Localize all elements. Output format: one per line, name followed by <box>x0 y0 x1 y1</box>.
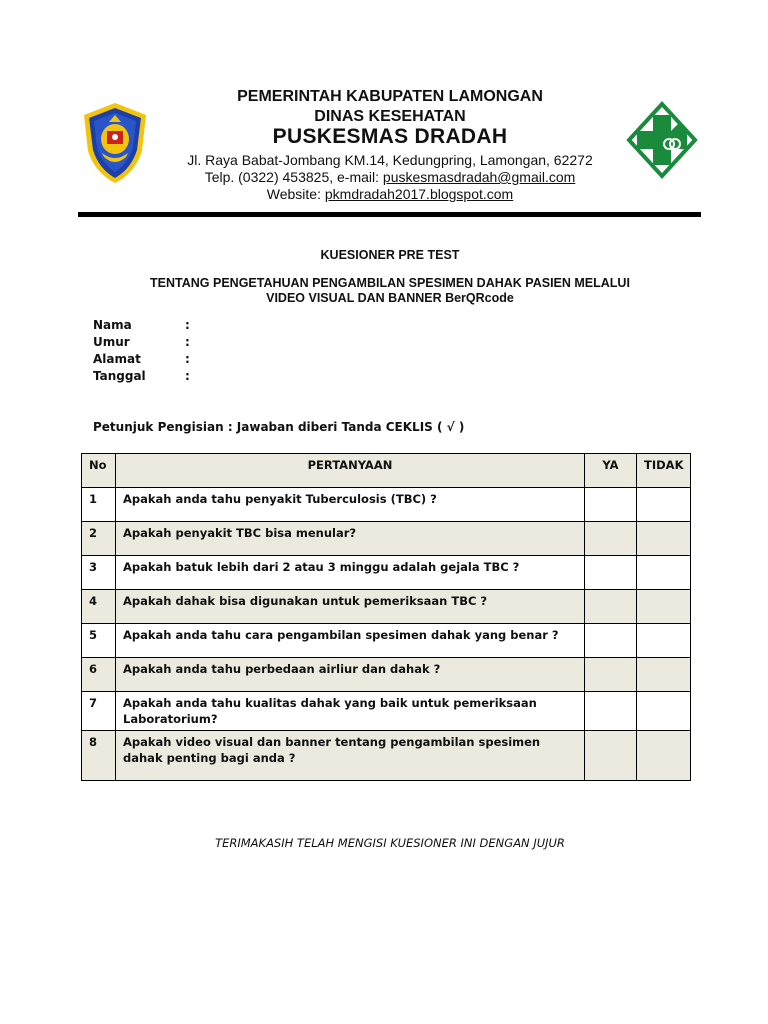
answer-tidak-cell[interactable] <box>637 488 691 522</box>
answer-ya-cell[interactable] <box>585 658 637 692</box>
row-question: Apakah batuk lebih dari 2 atau 3 minggu adalah gejala TBC ? <box>116 556 585 590</box>
header-tidak: TIDAK <box>637 454 691 488</box>
answer-ya-cell[interactable] <box>585 556 637 590</box>
field-colon: : <box>185 318 190 332</box>
filling-instruction: Petunjuk Pengisian : Jawaban diberi Tanda CEKLIS ( √ ) <box>93 420 465 434</box>
row-question: Apakah anda tahu perbedaan airliur dan dahak ? <box>116 658 585 692</box>
table-row <box>82 731 691 781</box>
header-ya: YA <box>585 454 637 488</box>
email-link[interactable]: puskesmasdradah@gmail.com <box>382 169 576 185</box>
letterhead-website <box>150 186 630 202</box>
row-question: Apakah dahak bisa digunakan untuk pemeriksaan TBC ? <box>116 590 585 624</box>
answer-ya-cell[interactable] <box>585 624 637 658</box>
row-number: 7 <box>82 692 116 731</box>
row-number: 6 <box>82 658 116 692</box>
field-tanggal[interactable] <box>93 369 190 383</box>
phone-text: Telp. (0322) 453825, e-mail: <box>204 169 383 185</box>
letterhead-government: PEMERINTAH KABUPATEN LAMONGAN <box>237 88 543 105</box>
puskesmas-logo <box>626 101 698 179</box>
row-question: Apakah anda tahu penyakit Tuberculosis (TBC) ? <box>116 488 585 522</box>
letterhead-department: DINAS KESEHATAN <box>314 108 466 125</box>
table-row <box>82 658 691 692</box>
field-colon: : <box>185 335 190 349</box>
answer-tidak-cell[interactable] <box>637 731 691 781</box>
header-no: No <box>82 454 116 488</box>
field-label: Alamat <box>93 352 141 366</box>
answer-tidak-cell[interactable] <box>637 692 691 731</box>
questionnaire-subtitle-line1: TENTANG PENGETAHUAN PENGAMBILAN SPESIMEN DAHAK PASIEN MELALUI <box>150 276 630 290</box>
field-label: Tanggal <box>93 369 146 383</box>
field-label: Nama <box>93 318 132 332</box>
table-row <box>82 692 691 731</box>
table-row <box>82 488 691 522</box>
answer-tidak-cell[interactable] <box>637 590 691 624</box>
answer-ya-cell[interactable] <box>585 522 637 556</box>
answer-ya-cell[interactable] <box>585 692 637 731</box>
letterhead-address: Jl. Raya Babat-Jombang KM.14, Kedungpring, Lamongan, 62272 <box>187 152 593 168</box>
answer-tidak-cell[interactable] <box>637 556 691 590</box>
table-row <box>82 522 691 556</box>
field-label: Umur <box>93 335 130 349</box>
letterhead-institution: PUSKESMAS DRADAH <box>272 125 508 148</box>
row-question: Apakah penyakit TBC bisa menular? <box>116 522 585 556</box>
row-number: 2 <box>82 522 116 556</box>
lamongan-crest-logo <box>80 101 150 185</box>
row-question: Apakah anda tahu cara pengambilan spesimen dahak yang benar ? <box>116 624 585 658</box>
answer-ya-cell[interactable] <box>585 590 637 624</box>
row-number: 4 <box>82 590 116 624</box>
field-alamat[interactable] <box>93 352 190 366</box>
answer-ya-cell[interactable] <box>585 731 637 781</box>
questionnaire-subtitle-line2: VIDEO VISUAL DAN BANNER BerQRcode <box>266 291 514 305</box>
row-number: 1 <box>82 488 116 522</box>
field-colon: : <box>185 369 190 383</box>
field-nama[interactable] <box>93 318 190 332</box>
closing-note: TERIMAKASIH TELAH MENGISI KUESIONER INI DENGAN JUJUR <box>215 836 565 850</box>
table-row <box>82 556 691 590</box>
row-question: Apakah video visual dan banner tentang pengambilan spesimen dahak penting bagi anda ? <box>116 731 585 781</box>
answer-ya-cell[interactable] <box>585 488 637 522</box>
header-question: PERTANYAAN <box>116 454 585 488</box>
field-umur[interactable] <box>93 335 190 349</box>
questionnaire-table <box>81 453 691 781</box>
row-number: 3 <box>82 556 116 590</box>
row-number: 8 <box>82 731 116 781</box>
website-link[interactable]: pkmdradah2017.blogspot.com <box>324 186 514 202</box>
field-colon: : <box>185 352 190 366</box>
table-row <box>82 624 691 658</box>
letterhead-divider <box>78 212 701 217</box>
questionnaire-title: KUESIONER PRE TEST <box>320 248 460 262</box>
table-row <box>82 590 691 624</box>
letterhead-contact <box>150 169 630 185</box>
answer-tidak-cell[interactable] <box>637 624 691 658</box>
answer-tidak-cell[interactable] <box>637 658 691 692</box>
row-number: 5 <box>82 624 116 658</box>
table-header-row <box>82 454 691 488</box>
answer-tidak-cell[interactable] <box>637 522 691 556</box>
row-question: Apakah anda tahu kualitas dahak yang baik untuk pemeriksaan Laboratorium? <box>116 692 585 731</box>
website-prefix: Website: <box>266 186 325 202</box>
